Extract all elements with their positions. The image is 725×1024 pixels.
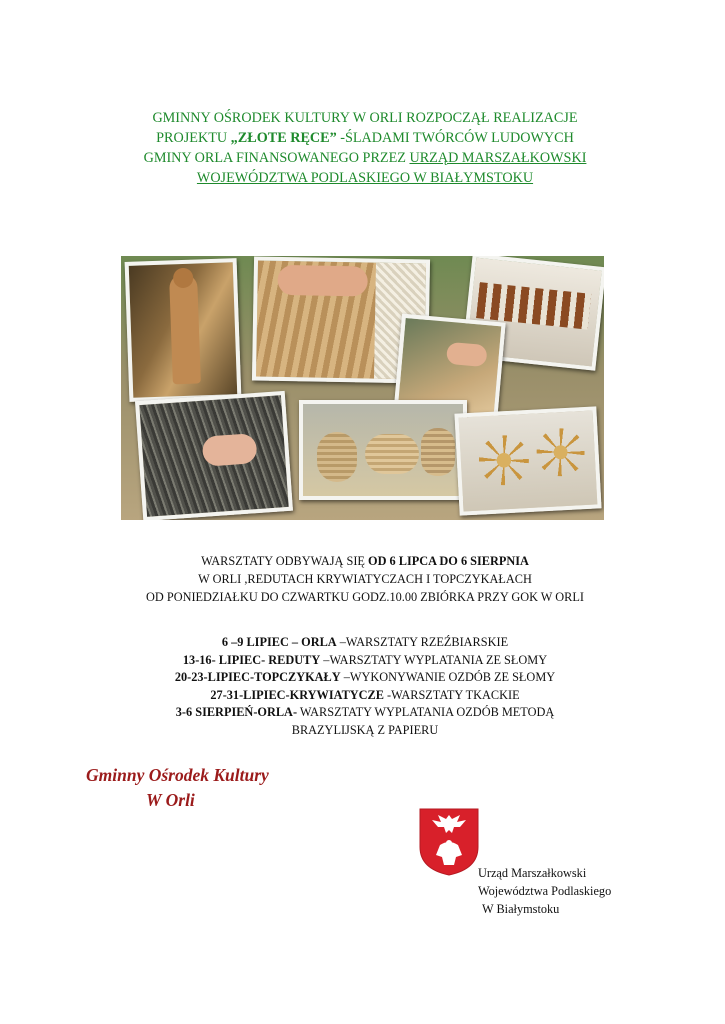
office-line-2: Województwa Podlaskiego xyxy=(478,884,612,898)
heading-text: -ŚLADAMI TWÓRCÓW LUDOWYCH xyxy=(336,130,574,146)
info-line-places: W ORLI ,REDUTACH KRYWIATYCZACH I TOPCZYKAŁACH xyxy=(198,572,532,586)
office-line-3: W Białymstoku xyxy=(482,902,560,916)
info-line-dates xyxy=(60,552,670,570)
project-heading xyxy=(60,108,670,188)
funder-link-part-2: WOJEWÓDZTWA PODLASKIEGO W BIAŁYMSTOKU xyxy=(196,170,534,186)
schedule-item xyxy=(60,652,670,670)
schedule-date-place: 3-6 SIERPIEŃ-ORLA- xyxy=(175,705,298,719)
info-date-range: OD 6 LIPCA DO 6 SIERPNIA xyxy=(368,554,529,568)
schedule-item-continued: BRAZYLIJSKĄ Z PAPIERU xyxy=(291,722,439,737)
photo-straw-ornaments xyxy=(454,406,601,515)
basket-shape xyxy=(421,428,455,476)
info-text: WARSZTATY ODBYWAJĄ SIĘ xyxy=(201,554,369,568)
workshop-schedule xyxy=(60,634,670,739)
basket-shape xyxy=(317,432,357,482)
straw-star-shape xyxy=(535,427,585,477)
hand-shape xyxy=(202,433,258,467)
straw-star-shape xyxy=(478,434,531,487)
schedule-date-place: 6 –9 LIPIEC – ORLA xyxy=(221,635,337,649)
schedule-activity: –WARSZTATY RZEŹBIARSKIE xyxy=(336,635,509,649)
signature-line-1: Gminny Ośrodek Kultury xyxy=(86,765,269,785)
regional-office-label xyxy=(478,864,611,918)
heading-line-3 xyxy=(60,148,670,168)
hand-shape xyxy=(446,342,488,367)
crafts-photo-collage xyxy=(121,256,604,520)
schedule-activity: –WYKONYWANIE OZDÓB ZE SŁOMY xyxy=(340,670,556,684)
schedule-activity: –WARSZTATY WYPLATANIA ZE SŁOMY xyxy=(320,652,548,667)
office-line-1: Urząd Marszałkowski xyxy=(478,866,587,880)
schedule-item xyxy=(60,704,670,722)
photo-wood-carving xyxy=(125,258,242,402)
organizer-signature xyxy=(86,763,269,813)
project-name: „ZŁOTE RĘCE” xyxy=(230,130,337,146)
heading-text: GMINY ORLA FINANSOWANEGO PRZEZ xyxy=(143,150,410,166)
heading-line-1: GMINNY OŚRODEK KULTURY W ORLI ROZPOCZĄŁ REALIZACJE xyxy=(152,110,578,126)
heading-line-2 xyxy=(60,128,670,148)
heading-line-4 xyxy=(60,168,670,188)
info-line-hours: OD PONIEDZIAŁKU DO CZWARTKU GODZ.10.00 ZBIÓRKA PRZY GOK W ORLI xyxy=(146,590,584,604)
signature-line-2: W Orli xyxy=(146,790,195,810)
workshop-info xyxy=(60,552,670,606)
funder-link-part-1: URZĄD MARSZAŁKOWSKI xyxy=(409,150,587,166)
carved-figure-shape xyxy=(169,273,201,384)
hands-shape xyxy=(277,265,368,297)
schedule-date-place: 13-16- LIPIEC- REDUTY xyxy=(182,652,321,667)
photo-straw-baskets xyxy=(299,400,467,500)
heading-text: PROJEKTU xyxy=(156,130,231,146)
schedule-item xyxy=(60,634,670,652)
schedule-item xyxy=(60,669,670,687)
eagle-and-knight-coat-of-arms-icon xyxy=(418,807,480,877)
basket-shape xyxy=(365,434,419,474)
schedule-activity: -WARSZTATY TKACKIE xyxy=(383,687,520,702)
schedule-item xyxy=(60,687,670,705)
schedule-date-place: 20-23-LIPIEC-TOPCZYKAŁY xyxy=(174,670,341,684)
schedule-date-place: 27-31-LIPIEC-KRYWIATYCZE xyxy=(210,687,384,702)
schedule-activity: WARSZTATY WYPLATANIA OZDÓB METODĄ xyxy=(297,705,555,719)
photo-flax xyxy=(135,391,293,520)
